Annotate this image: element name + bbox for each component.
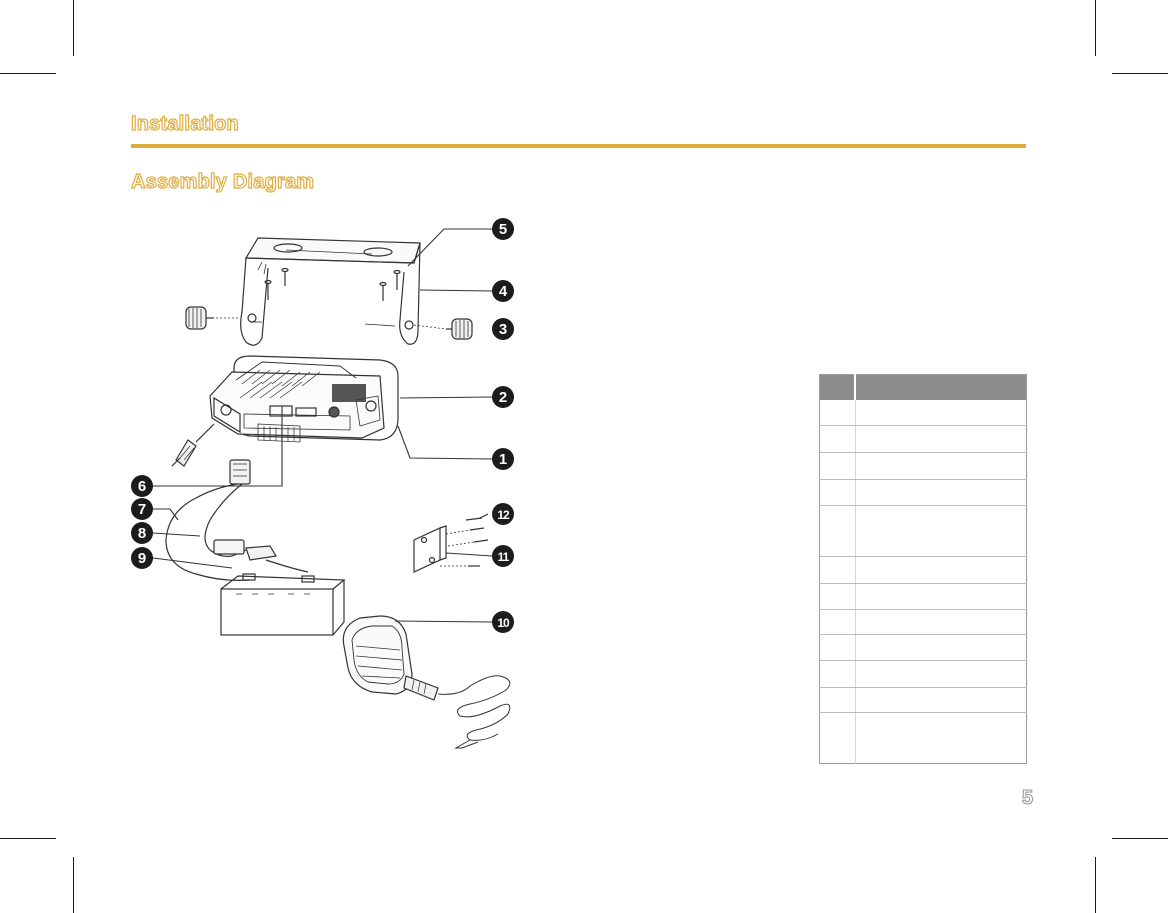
table-cell-no bbox=[820, 687, 856, 712]
callout-number-9: 9 bbox=[137, 550, 147, 567]
table-cell-item bbox=[855, 400, 1027, 425]
table-row bbox=[820, 609, 1027, 634]
callout-number-5: 5 bbox=[498, 221, 508, 238]
callout-number-1: 1 bbox=[498, 451, 508, 468]
table-cell-item bbox=[855, 609, 1027, 634]
callout-number-7: 7 bbox=[137, 501, 147, 518]
table-row bbox=[820, 556, 1027, 583]
table-header-item bbox=[855, 375, 1027, 401]
callout-number-3: 3 bbox=[498, 321, 508, 338]
table-header-row bbox=[820, 375, 1027, 401]
table-row bbox=[820, 505, 1027, 556]
table-cell-no bbox=[820, 556, 856, 583]
mounting-knob-drawing bbox=[186, 307, 472, 339]
table-cell-no bbox=[820, 452, 856, 479]
callout-number-10: 10 bbox=[497, 616, 509, 630]
table-cell-item bbox=[855, 452, 1027, 479]
table-cell-no bbox=[820, 479, 856, 505]
table-cell-item bbox=[855, 425, 1027, 452]
table-row bbox=[820, 400, 1027, 425]
table-row bbox=[820, 452, 1027, 479]
microphone-drawing bbox=[343, 616, 510, 748]
table-cell-no bbox=[820, 634, 856, 660]
radio-unit-drawing bbox=[210, 356, 398, 442]
antenna-connector-drawing bbox=[172, 424, 214, 466]
table-row bbox=[820, 479, 1027, 505]
table-row bbox=[820, 634, 1027, 660]
table-header-no bbox=[820, 375, 856, 401]
callout-number-12: 12 bbox=[497, 508, 509, 522]
table-cell-item bbox=[855, 660, 1027, 687]
table-cell-item bbox=[855, 634, 1027, 660]
battery-drawing bbox=[221, 574, 344, 635]
mounting-bracket-drawing bbox=[241, 238, 420, 345]
table-cell-item bbox=[855, 556, 1027, 583]
parts-table bbox=[819, 374, 1027, 764]
section-title: Installation bbox=[131, 113, 239, 135]
page-subtitle: Assembly Diagram bbox=[131, 171, 315, 193]
table-cell-item bbox=[855, 687, 1027, 712]
callout-number-4: 4 bbox=[498, 283, 508, 300]
callout-number-2: 2 bbox=[498, 389, 508, 406]
table-row bbox=[820, 712, 1027, 763]
table-row bbox=[820, 583, 1027, 609]
table-cell-no bbox=[820, 712, 856, 763]
page-number: 5 bbox=[1022, 787, 1034, 809]
table-cell-item bbox=[855, 712, 1027, 763]
table-row bbox=[820, 687, 1027, 712]
callout-number-8: 8 bbox=[137, 525, 147, 542]
table-cell-no bbox=[820, 400, 856, 425]
table-cell-no bbox=[820, 583, 856, 609]
table-row bbox=[820, 425, 1027, 452]
table-row bbox=[820, 660, 1027, 687]
callout-number-6: 6 bbox=[137, 478, 147, 495]
table-cell-no bbox=[820, 660, 856, 687]
table-cell-item bbox=[855, 505, 1027, 556]
table-cell-item bbox=[855, 479, 1027, 505]
mounting-plate-drawing bbox=[414, 518, 488, 572]
table-cell-no bbox=[820, 425, 856, 452]
table-cell-no bbox=[820, 609, 856, 634]
table-cell-no bbox=[820, 505, 856, 556]
callout-number-11: 11 bbox=[497, 550, 509, 564]
table-cell-item bbox=[855, 583, 1027, 609]
